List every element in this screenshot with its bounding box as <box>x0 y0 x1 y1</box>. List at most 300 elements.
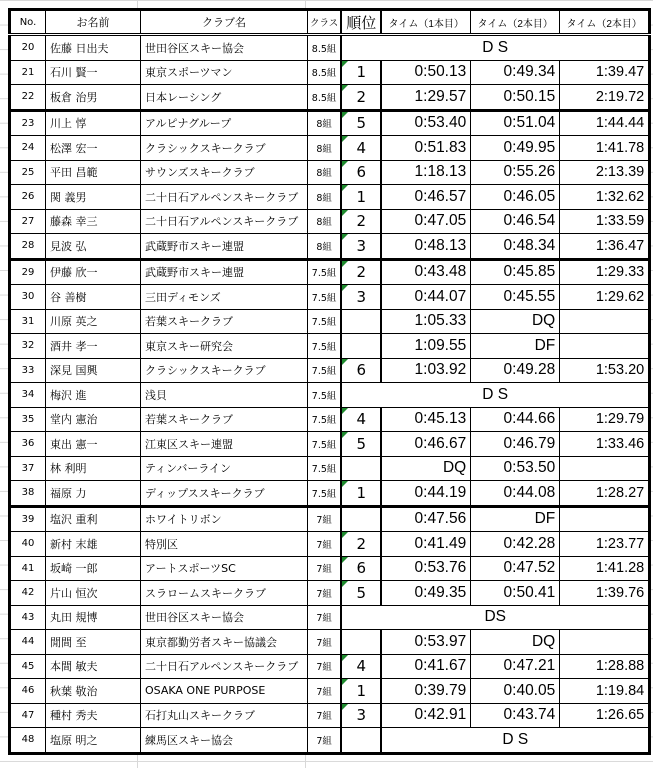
cell-rank[interactable] <box>341 630 381 655</box>
cell-time-2[interactable]: 0:50.15 <box>471 85 560 111</box>
header-rank: 順位 <box>341 10 381 35</box>
cell-name[interactable]: 林 利明 <box>46 456 141 481</box>
cell-club[interactable]: 武蔵野市スキー連盟 <box>141 234 308 260</box>
cell-class[interactable]: 8組 <box>308 136 342 161</box>
cell-time-1[interactable]: DQ <box>381 456 471 481</box>
cell-rank[interactable] <box>341 358 381 383</box>
cell-time-1[interactable]: 0:48.13 <box>381 234 471 260</box>
table-row <box>10 35 650 61</box>
cell-class[interactable]: 7.5組 <box>308 309 342 334</box>
cell-name[interactable]: 秋葉 敬治 <box>46 679 141 704</box>
cell-no[interactable]: 21 <box>10 60 46 85</box>
header-no: No. <box>10 10 46 35</box>
cell-name[interactable]: 伊藤 欣一 <box>46 259 141 285</box>
cell-name[interactable]: 谷 善樹 <box>46 285 141 310</box>
cell-club[interactable]: 練馬区スキー協会 <box>141 728 308 754</box>
cell-time-2[interactable]: DQ <box>471 630 560 655</box>
comment-marker-icon <box>342 481 348 487</box>
rank-value: 2 <box>356 534 366 553</box>
cell-name[interactable]: 松澤 宏一 <box>46 136 141 161</box>
cell-time-total[interactable]: 1:44.44 <box>560 110 650 136</box>
cell-time-1[interactable]: 0:45.13 <box>381 407 471 432</box>
cell-time-1[interactable]: 0:49.35 <box>381 581 471 606</box>
cell-time-total[interactable]: 2:19.72 <box>560 85 650 111</box>
cell-name[interactable]: 佐藤 日出夫 <box>46 35 141 61</box>
cell-time-2[interactable]: 0:45.85 <box>471 259 560 285</box>
cell-no[interactable]: 27 <box>10 209 46 234</box>
cell-rank[interactable] <box>341 85 381 111</box>
comment-marker-icon <box>342 432 348 438</box>
cell-name[interactable]: 福原 力 <box>46 481 141 507</box>
cell-time-2[interactable]: DF <box>471 334 560 359</box>
rank-value: 2 <box>356 87 366 106</box>
cell-name[interactable]: 川上 惇 <box>46 110 141 136</box>
cell-club[interactable]: 東京スキー研究会 <box>141 334 308 359</box>
cell-class[interactable]: 7.5組 <box>308 259 342 285</box>
cell-name[interactable]: 丸田 規博 <box>46 605 141 630</box>
cell-rank[interactable] <box>341 654 381 679</box>
rank-value: 5 <box>356 583 366 602</box>
cell-rank[interactable] <box>341 334 381 359</box>
cell-time-total[interactable]: 1:26.65 <box>560 703 650 728</box>
cell-no[interactable]: 25 <box>10 160 46 185</box>
cell-class[interactable]: 7.5組 <box>308 407 342 432</box>
cell-no[interactable]: 24 <box>10 136 46 161</box>
cell-time-total[interactable] <box>560 334 650 359</box>
cell-result-status[interactable]: D S <box>381 728 650 754</box>
cell-result-status[interactable]: DS <box>341 605 650 630</box>
rank-value: 6 <box>356 559 366 578</box>
cell-name[interactable]: 板倉 治男 <box>46 85 141 111</box>
cell-time-2[interactable]: 0:49.95 <box>471 136 560 161</box>
cell-club[interactable]: ホワイトリボン <box>141 506 308 532</box>
cell-no[interactable]: 38 <box>10 481 46 507</box>
cell-club[interactable]: 二十日石アルペンスキークラブ <box>141 185 308 210</box>
cell-no[interactable]: 43 <box>10 605 46 630</box>
cell-time-total[interactable]: 1:32.62 <box>560 185 650 210</box>
comment-marker-icon <box>342 532 348 538</box>
table-row <box>10 556 650 581</box>
cell-class[interactable]: 7組 <box>308 605 342 630</box>
cell-time-2[interactable]: 0:45.55 <box>471 285 560 310</box>
table-row <box>10 679 650 704</box>
cell-time-1[interactable]: 0:50.13 <box>381 60 471 85</box>
cell-name[interactable]: 片山 恒次 <box>46 581 141 606</box>
cell-time-total[interactable]: 1:28.27 <box>560 481 650 507</box>
comment-marker-icon <box>342 136 348 142</box>
table-row <box>10 456 650 481</box>
rank-value: 6 <box>356 361 366 380</box>
cell-time-2[interactable]: 0:55.26 <box>471 160 560 185</box>
cell-no[interactable]: 22 <box>10 85 46 111</box>
rank-value: 3 <box>356 287 366 306</box>
cell-no[interactable]: 41 <box>10 556 46 581</box>
cell-name[interactable]: 見波 弘 <box>46 234 141 260</box>
cell-class[interactable]: 8組 <box>308 234 342 260</box>
header-time-total: タイム（2本目） <box>560 10 650 35</box>
cell-time-total[interactable] <box>560 630 650 655</box>
cell-class[interactable]: 7組 <box>308 556 342 581</box>
cell-rank[interactable] <box>341 407 381 432</box>
cell-name[interactable]: 平田 昌範 <box>46 160 141 185</box>
cell-time-2[interactable]: 0:53.50 <box>471 456 560 481</box>
comment-marker-icon <box>342 112 348 118</box>
table-row <box>10 605 650 630</box>
rank-value: 5 <box>356 434 366 453</box>
rank-value: 2 <box>356 263 366 282</box>
cell-time-total[interactable]: 1:29.79 <box>560 407 650 432</box>
table-row <box>10 85 650 111</box>
cell-no[interactable]: 47 <box>10 703 46 728</box>
cell-time-total[interactable]: 2:13.39 <box>560 160 650 185</box>
cell-time-2[interactable]: DQ <box>471 309 560 334</box>
cell-time-total[interactable]: 1:29.62 <box>560 285 650 310</box>
cell-name[interactable]: 坂崎 一郎 <box>46 556 141 581</box>
cell-class[interactable]: 7組 <box>308 581 342 606</box>
cell-club[interactable]: アルピナグループ <box>141 110 308 136</box>
cell-time-2[interactable]: 0:46.79 <box>471 432 560 457</box>
cell-no[interactable]: 42 <box>10 581 46 606</box>
table-row <box>10 383 650 408</box>
cell-name[interactable]: 藤森 幸三 <box>46 209 141 234</box>
cell-name[interactable]: 塩沢 重利 <box>46 506 141 532</box>
cell-time-1[interactable]: 1:29.57 <box>381 85 471 111</box>
rank-value: 4 <box>356 410 366 429</box>
rank-value: 3 <box>356 706 366 725</box>
cell-rank[interactable] <box>341 506 381 532</box>
cell-club[interactable]: 若葉スキークラブ <box>141 309 308 334</box>
cell-no[interactable]: 39 <box>10 506 46 532</box>
cell-time-total[interactable] <box>560 309 650 334</box>
cell-result-status[interactable]: D S <box>341 383 650 408</box>
cell-time-1[interactable]: 1:09.55 <box>381 334 471 359</box>
comment-marker-icon <box>342 210 348 216</box>
cell-name[interactable]: 酒井 孝一 <box>46 334 141 359</box>
cell-class[interactable]: 7組 <box>308 703 342 728</box>
table-row <box>10 60 650 85</box>
cell-name[interactable]: 川原 英之 <box>46 309 141 334</box>
table-row <box>10 506 650 532</box>
cell-club[interactable]: 浅貝 <box>141 383 308 408</box>
cell-time-1[interactable]: 0:53.97 <box>381 630 471 655</box>
cell-class[interactable]: 7組 <box>308 532 342 557</box>
cell-time-1[interactable]: 0:46.67 <box>381 432 471 457</box>
cell-time-2[interactable]: 0:46.05 <box>471 185 560 210</box>
table-row <box>10 481 650 507</box>
cell-rank[interactable] <box>341 481 381 507</box>
comment-marker-icon <box>342 581 348 587</box>
cell-rank[interactable] <box>341 309 381 334</box>
cell-club[interactable]: アートスポーツSC <box>141 556 308 581</box>
cell-class[interactable]: 8組 <box>308 185 342 210</box>
rank-value: 3 <box>356 236 366 255</box>
cell-no[interactable]: 29 <box>10 259 46 285</box>
table-row <box>10 728 650 754</box>
cell-rank[interactable] <box>341 581 381 606</box>
cell-name[interactable]: 塩原 明之 <box>46 728 141 754</box>
cell-rank[interactable] <box>341 285 381 310</box>
cell-time-1[interactable]: 0:43.48 <box>381 259 471 285</box>
cell-rank[interactable] <box>341 209 381 234</box>
comment-marker-icon <box>342 61 348 67</box>
comment-marker-icon <box>342 359 348 365</box>
table-row <box>10 234 650 260</box>
cell-rank[interactable] <box>341 703 381 728</box>
cell-time-total[interactable]: 1:19.84 <box>560 679 650 704</box>
rank-value: 1 <box>356 187 366 206</box>
cell-class[interactable]: 7組 <box>308 728 342 754</box>
cell-result-status[interactable]: D S <box>341 35 650 61</box>
header-time-1: タイム（1本目） <box>381 10 471 35</box>
comment-marker-icon <box>342 85 348 91</box>
comment-marker-icon <box>342 285 348 291</box>
table-row <box>10 432 650 457</box>
table-row <box>10 654 650 679</box>
cell-time-total[interactable]: 1:53.20 <box>560 358 650 383</box>
cell-name[interactable]: 本間 敏夫 <box>46 654 141 679</box>
table-row <box>10 630 650 655</box>
cell-class[interactable]: 7組 <box>308 654 342 679</box>
cell-no[interactable]: 46 <box>10 679 46 704</box>
cell-name[interactable]: 閒間 至 <box>46 630 141 655</box>
cell-club[interactable]: ティンバーライン <box>141 456 308 481</box>
table-row <box>10 110 650 136</box>
cell-club[interactable]: ディップススキークラブ <box>141 481 308 507</box>
cell-club[interactable]: 世田谷区スキー協会 <box>141 35 308 61</box>
cell-rank[interactable] <box>341 679 381 704</box>
cell-no[interactable]: 28 <box>10 234 46 260</box>
cell-club[interactable]: 世田谷区スキー協会 <box>141 605 308 630</box>
cell-no[interactable]: 45 <box>10 654 46 679</box>
cell-time-1[interactable]: 0:51.83 <box>381 136 471 161</box>
cell-no[interactable]: 33 <box>10 358 46 383</box>
cell-time-1[interactable]: 0:47.56 <box>381 506 471 532</box>
cell-time-1[interactable]: 0:53.76 <box>381 556 471 581</box>
table-row <box>10 285 650 310</box>
cell-time-total[interactable]: 1:41.28 <box>560 556 650 581</box>
cell-name[interactable]: 新村 末雄 <box>46 532 141 557</box>
cell-time-1[interactable]: 0:44.07 <box>381 285 471 310</box>
rank-value: 4 <box>356 657 366 676</box>
cell-class[interactable]: 7.5組 <box>308 285 342 310</box>
comment-marker-icon <box>342 704 348 710</box>
cell-no[interactable]: 44 <box>10 630 46 655</box>
cell-no[interactable]: 34 <box>10 383 46 408</box>
header-time-2: タイム（2本目） <box>471 10 560 35</box>
cell-rank[interactable] <box>341 136 381 161</box>
cell-time-2[interactable]: 0:51.04 <box>471 110 560 136</box>
cell-time-2[interactable]: 0:47.52 <box>471 556 560 581</box>
cell-time-total[interactable] <box>560 456 650 481</box>
cell-no[interactable]: 48 <box>10 728 46 754</box>
cell-class[interactable]: 7.5組 <box>308 432 342 457</box>
cell-time-2[interactable]: 0:46.54 <box>471 209 560 234</box>
cell-club[interactable]: 武蔵野市スキー連盟 <box>141 259 308 285</box>
cell-no[interactable]: 37 <box>10 456 46 481</box>
cell-time-2[interactable]: 0:44.08 <box>471 481 560 507</box>
cell-time-total[interactable]: 1:23.77 <box>560 532 650 557</box>
cell-club[interactable]: スラロームスキークラブ <box>141 581 308 606</box>
cell-time-1[interactable]: 0:42.91 <box>381 703 471 728</box>
table-row <box>10 160 650 185</box>
cell-club[interactable]: クラシックスキークラブ <box>141 136 308 161</box>
table-row <box>10 334 650 359</box>
cell-club[interactable]: 若葉スキークラブ <box>141 407 308 432</box>
cell-rank[interactable] <box>341 728 381 754</box>
cell-name[interactable]: 深見 国興 <box>46 358 141 383</box>
cell-club[interactable]: 二十日石アルペンスキークラブ <box>141 209 308 234</box>
header-club: クラブ名 <box>141 10 308 35</box>
table-row <box>10 309 650 334</box>
cell-time-2[interactable]: 0:49.28 <box>471 358 560 383</box>
cell-time-2[interactable]: 0:40.05 <box>471 679 560 704</box>
cell-time-total[interactable]: 1:39.76 <box>560 581 650 606</box>
table-row <box>10 532 650 557</box>
cell-class[interactable]: 8組 <box>308 160 342 185</box>
comment-marker-icon <box>342 408 348 414</box>
cell-time-1[interactable]: 0:53.40 <box>381 110 471 136</box>
cell-no[interactable]: 36 <box>10 432 46 457</box>
cell-no[interactable]: 32 <box>10 334 46 359</box>
cell-class[interactable]: 8.5組 <box>308 60 342 85</box>
rank-value: 1 <box>356 483 366 502</box>
cell-rank[interactable] <box>341 234 381 260</box>
cell-time-total[interactable]: 1:28.88 <box>560 654 650 679</box>
cell-time-total[interactable]: 1:39.47 <box>560 60 650 85</box>
table-row <box>10 259 650 285</box>
cell-time-2[interactable]: 0:44.66 <box>471 407 560 432</box>
cell-class[interactable]: 7組 <box>308 506 342 532</box>
comment-marker-icon <box>342 234 348 240</box>
cell-club[interactable]: 江東区スキー連盟 <box>141 432 308 457</box>
cell-time-1[interactable]: 1:05.33 <box>381 309 471 334</box>
table-row <box>10 407 650 432</box>
cell-name[interactable]: 堂内 憲治 <box>46 407 141 432</box>
cell-name[interactable]: 関 義男 <box>46 185 141 210</box>
cell-club[interactable]: クラシックスキークラブ <box>141 358 308 383</box>
cell-name[interactable]: 石川 賢一 <box>46 60 141 85</box>
comment-marker-icon <box>342 655 348 661</box>
table-row <box>10 209 650 234</box>
cell-club[interactable]: 石打丸山スキークラブ <box>141 703 308 728</box>
cell-class[interactable]: 7.5組 <box>308 358 342 383</box>
comment-marker-icon <box>342 161 348 167</box>
comment-marker-icon <box>342 557 348 563</box>
cell-class[interactable]: 7.5組 <box>308 481 342 507</box>
cell-time-total[interactable]: 1:41.78 <box>560 136 650 161</box>
cell-club[interactable]: サウンズスキークラブ <box>141 160 308 185</box>
cell-rank[interactable] <box>341 185 381 210</box>
cell-no[interactable]: 20 <box>10 35 46 61</box>
cell-no[interactable]: 30 <box>10 285 46 310</box>
cell-time-total[interactable]: 1:33.46 <box>560 432 650 457</box>
cell-class[interactable]: 7組 <box>308 679 342 704</box>
table-row <box>10 358 650 383</box>
cell-club[interactable]: OSAKA ONE PURPOSE <box>141 679 308 704</box>
comment-marker-icon <box>342 261 348 267</box>
cell-club[interactable]: 三田ディモンズ <box>141 285 308 310</box>
cell-club[interactable]: 特別区 <box>141 532 308 557</box>
cell-time-1[interactable]: 0:39.79 <box>381 679 471 704</box>
cell-time-1[interactable]: 1:03.92 <box>381 358 471 383</box>
cell-rank[interactable] <box>341 532 381 557</box>
rank-value: 6 <box>356 163 366 182</box>
cell-time-2[interactable]: 0:42.28 <box>471 532 560 557</box>
cell-time-total[interactable]: 1:29.33 <box>560 259 650 285</box>
cell-time-total[interactable] <box>560 506 650 532</box>
cell-time-2[interactable]: DF <box>471 506 560 532</box>
rank-value: 5 <box>356 114 366 133</box>
cell-class[interactable]: 7.5組 <box>308 334 342 359</box>
cell-time-1[interactable]: 0:41.67 <box>381 654 471 679</box>
cell-rank[interactable] <box>341 110 381 136</box>
table-row <box>10 136 650 161</box>
results-table <box>8 8 651 755</box>
rank-value: 4 <box>356 138 366 157</box>
cell-class[interactable]: 7.5組 <box>308 383 342 408</box>
cell-time-2[interactable]: 0:47.21 <box>471 654 560 679</box>
header-name: お名前 <box>46 10 141 35</box>
table-row <box>10 703 650 728</box>
cell-name[interactable]: 種村 秀夫 <box>46 703 141 728</box>
cell-time-2[interactable]: 0:49.34 <box>471 60 560 85</box>
cell-rank[interactable] <box>341 432 381 457</box>
cell-no[interactable]: 31 <box>10 309 46 334</box>
rank-value: 1 <box>356 681 366 700</box>
cell-no[interactable]: 23 <box>10 110 46 136</box>
cell-rank[interactable] <box>341 259 381 285</box>
cell-time-1[interactable]: 0:41.49 <box>381 532 471 557</box>
cell-time-2[interactable]: 0:48.34 <box>471 234 560 260</box>
comment-marker-icon <box>342 679 348 685</box>
cell-class[interactable]: 8組 <box>308 110 342 136</box>
cell-time-2[interactable]: 0:43.74 <box>471 703 560 728</box>
cell-rank[interactable] <box>341 160 381 185</box>
cell-time-total[interactable]: 1:36.47 <box>560 234 650 260</box>
cell-time-1[interactable]: 1:18.13 <box>381 160 471 185</box>
cell-club[interactable]: 東京都勤労者スキー協議会 <box>141 630 308 655</box>
cell-time-1[interactable]: 0:46.57 <box>381 185 471 210</box>
cell-club[interactable]: 日本レーシング <box>141 85 308 111</box>
cell-club[interactable]: 二十日石アルペンスキークラブ <box>141 654 308 679</box>
cell-no[interactable]: 40 <box>10 532 46 557</box>
table-row <box>10 185 650 210</box>
cell-name[interactable]: 梅沢 進 <box>46 383 141 408</box>
cell-time-total[interactable]: 1:33.59 <box>560 209 650 234</box>
cell-no[interactable]: 35 <box>10 407 46 432</box>
cell-time-2[interactable]: 0:50.41 <box>471 581 560 606</box>
cell-rank[interactable] <box>341 60 381 85</box>
cell-rank[interactable] <box>341 556 381 581</box>
cell-no[interactable]: 26 <box>10 185 46 210</box>
cell-class[interactable]: 8.5組 <box>308 85 342 111</box>
cell-class[interactable]: 8組 <box>308 209 342 234</box>
cell-rank[interactable] <box>341 456 381 481</box>
comment-marker-icon <box>342 185 348 191</box>
cell-name[interactable]: 東出 憲一 <box>46 432 141 457</box>
header-row <box>10 10 650 35</box>
rank-value: 1 <box>356 63 366 82</box>
cell-club[interactable]: 東京スポーツマン <box>141 60 308 85</box>
header-class: クラス <box>308 10 342 35</box>
cell-class[interactable]: 7.5組 <box>308 456 342 481</box>
cell-time-1[interactable]: 0:47.05 <box>381 209 471 234</box>
table-row <box>10 581 650 606</box>
rank-value: 2 <box>356 212 366 231</box>
cell-class[interactable]: 8.5組 <box>308 35 342 61</box>
cell-time-1[interactable]: 0:44.19 <box>381 481 471 507</box>
cell-class[interactable]: 7組 <box>308 630 342 655</box>
